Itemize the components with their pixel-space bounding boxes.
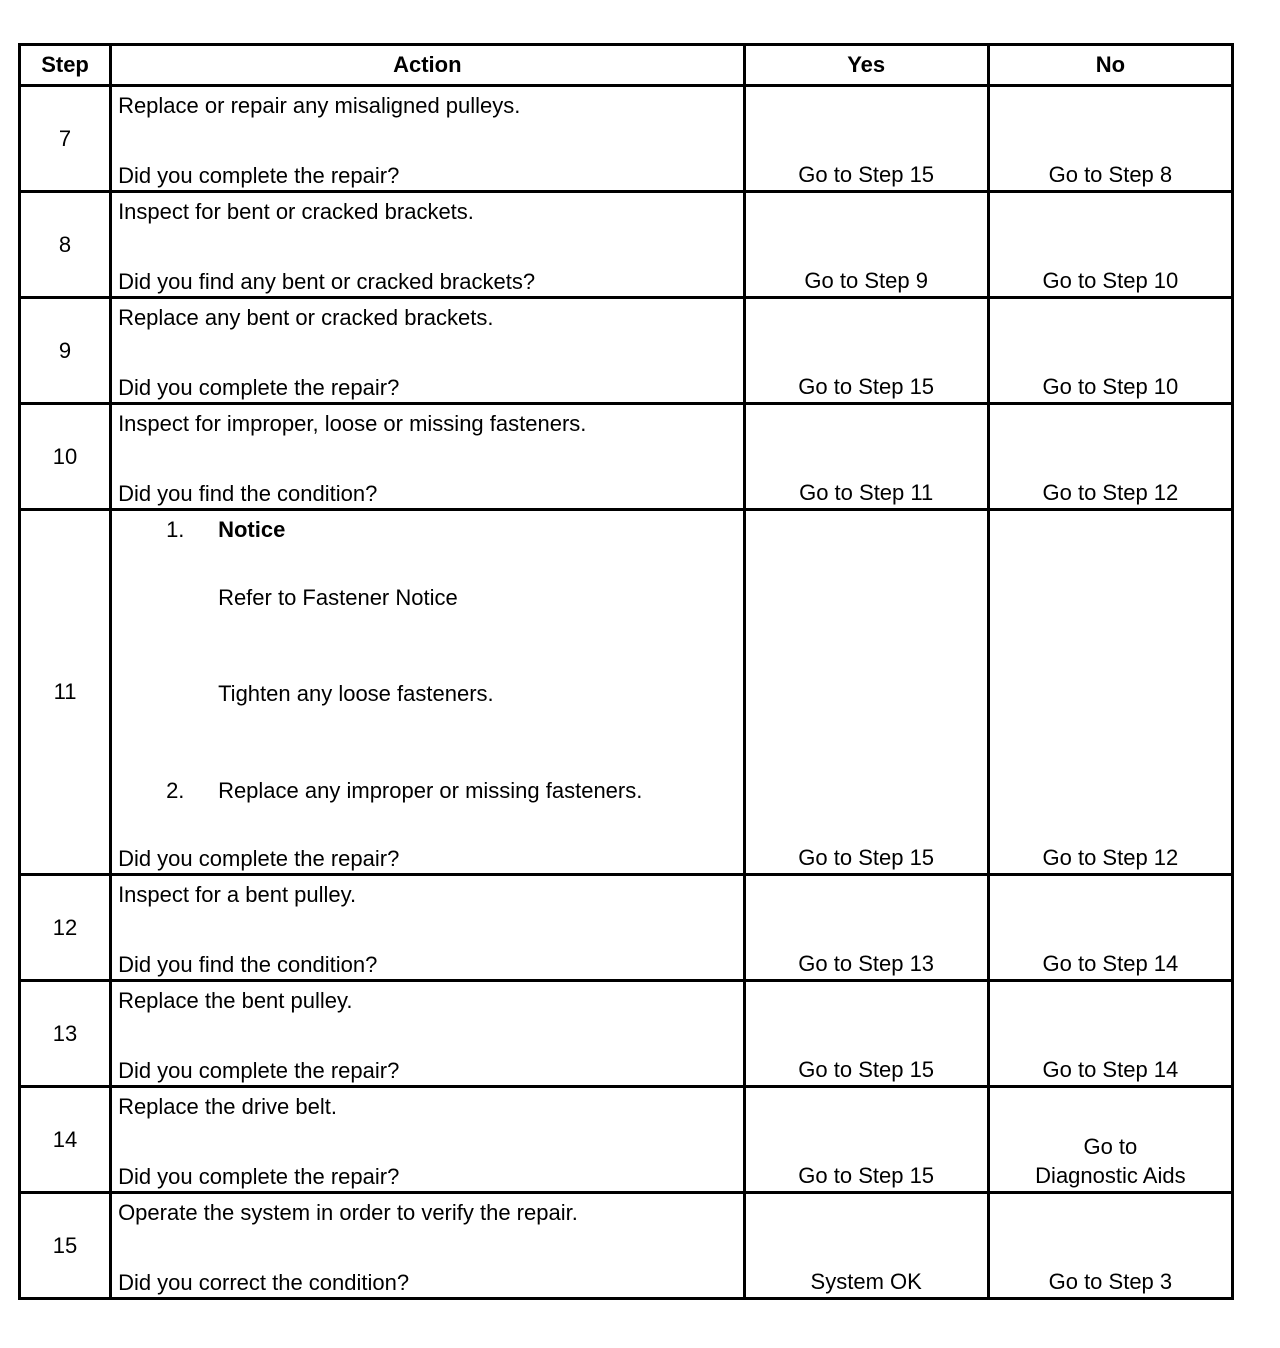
action-cell <box>111 86 745 192</box>
table-row <box>20 510 1233 875</box>
yes-outcome: Go to Step 9 <box>804 268 928 293</box>
no-cell <box>988 1087 1232 1193</box>
diagnostic-table <box>18 43 1234 1300</box>
yes-outcome: Go to Step 13 <box>798 951 935 976</box>
step-number: 7 <box>20 86 111 192</box>
yes-cell <box>744 510 988 875</box>
no-cell <box>988 510 1232 875</box>
step-number: 9 <box>20 298 111 404</box>
step-number: 8 <box>20 192 111 298</box>
no-cell <box>988 1193 1232 1299</box>
item-text: Tighten any loose fasteners. <box>218 681 494 706</box>
table-row <box>20 86 1233 192</box>
no-outcome: Go to Step 12 <box>1042 845 1179 870</box>
yes-cell <box>744 404 988 510</box>
yes-cell <box>744 981 988 1087</box>
item-number: 2. <box>166 778 185 803</box>
action-cell <box>111 404 745 510</box>
step-number: 11 <box>20 510 111 875</box>
action-cell <box>111 192 745 298</box>
notice-title: Notice <box>218 517 286 542</box>
yes-outcome: Go to Step 15 <box>798 162 935 187</box>
action-cell <box>111 875 745 981</box>
question-text: Did you complete the repair? <box>118 1058 400 1083</box>
yes-cell <box>744 86 988 192</box>
action-cell <box>111 298 745 404</box>
action-text: Operate the system in order to verify the repair. <box>118 1200 578 1225</box>
table-row <box>20 875 1233 981</box>
question-text: Did you correct the condition? <box>118 1270 410 1295</box>
yes-cell <box>744 1087 988 1193</box>
header-row <box>20 45 1233 86</box>
step-number: 13 <box>20 981 111 1087</box>
no-outcome: Go to Step 14 <box>1042 1057 1179 1082</box>
question-text: Did you find the condition? <box>118 952 378 977</box>
no-outcome: Go to Diagnostic Aids <box>1035 1134 1186 1188</box>
table-row <box>20 1193 1233 1299</box>
question-text: Did you complete the repair? <box>118 1164 400 1189</box>
yes-outcome: Go to Step 15 <box>798 374 935 399</box>
action-cell <box>111 1193 745 1299</box>
table-row <box>20 1087 1233 1193</box>
no-outcome: Go to Step 14 <box>1042 951 1179 976</box>
table-row <box>20 192 1233 298</box>
step-number: 14 <box>20 1087 111 1193</box>
yes-outcome: System OK <box>810 1269 922 1294</box>
action-text: Inspect for bent or cracked brackets. <box>118 199 474 224</box>
yes-outcome: Go to Step 11 <box>799 480 934 505</box>
no-outcome: Go to Step 12 <box>1042 480 1179 505</box>
question-text: Did you find the condition? <box>118 481 378 506</box>
yes-outcome: Go to Step 15 <box>798 1163 935 1188</box>
item-text: Replace any improper or missing fasteners. <box>218 778 643 803</box>
header-no: No <box>988 45 1232 86</box>
no-cell <box>988 192 1232 298</box>
no-cell <box>988 981 1232 1087</box>
no-outcome: Go to Step 10 <box>1042 374 1179 399</box>
no-outcome: Go to Step 10 <box>1042 268 1179 293</box>
no-cell <box>988 298 1232 404</box>
question-text: Did you complete the repair? <box>118 163 400 188</box>
action-text: Replace any bent or cracked brackets. <box>118 305 494 330</box>
table-row <box>20 404 1233 510</box>
header-step: Step <box>20 45 111 86</box>
yes-outcome: Go to Step 15 <box>798 845 935 870</box>
yes-cell <box>744 298 988 404</box>
action-cell <box>111 1087 745 1193</box>
action-text: Replace the bent pulley. <box>118 988 353 1013</box>
question-text: Did you find any bent or cracked brackets? <box>118 269 536 294</box>
table-row <box>20 298 1233 404</box>
action-cell <box>111 510 745 875</box>
step-number: 10 <box>20 404 111 510</box>
yes-cell <box>744 875 988 981</box>
header-yes: Yes <box>744 45 988 86</box>
yes-cell <box>744 1193 988 1299</box>
action-text: Replace the drive belt. <box>118 1094 337 1119</box>
action-text: Inspect for a bent pulley. <box>118 882 357 907</box>
action-text: Replace or repair any misaligned pulleys. <box>118 93 521 118</box>
question-text: Did you complete the repair? <box>118 846 400 871</box>
yes-outcome: Go to Step 15 <box>798 1057 935 1082</box>
no-cell <box>988 875 1232 981</box>
step-number: 15 <box>20 1193 111 1299</box>
no-cell <box>988 86 1232 192</box>
question-text: Did you complete the repair? <box>118 375 400 400</box>
notice-text: Refer to Fastener Notice <box>218 585 458 610</box>
yes-cell <box>744 192 988 298</box>
step-number: 12 <box>20 875 111 981</box>
action-text: Inspect for improper, loose or missing fasteners. <box>118 411 587 436</box>
no-outcome: Go to Step 3 <box>1048 1269 1173 1294</box>
no-outcome: Go to Step 8 <box>1048 162 1173 187</box>
header-action: Action <box>111 45 745 86</box>
table-row <box>20 981 1233 1087</box>
no-cell <box>988 404 1232 510</box>
item-number: 1. <box>166 517 185 542</box>
action-cell <box>111 981 745 1087</box>
